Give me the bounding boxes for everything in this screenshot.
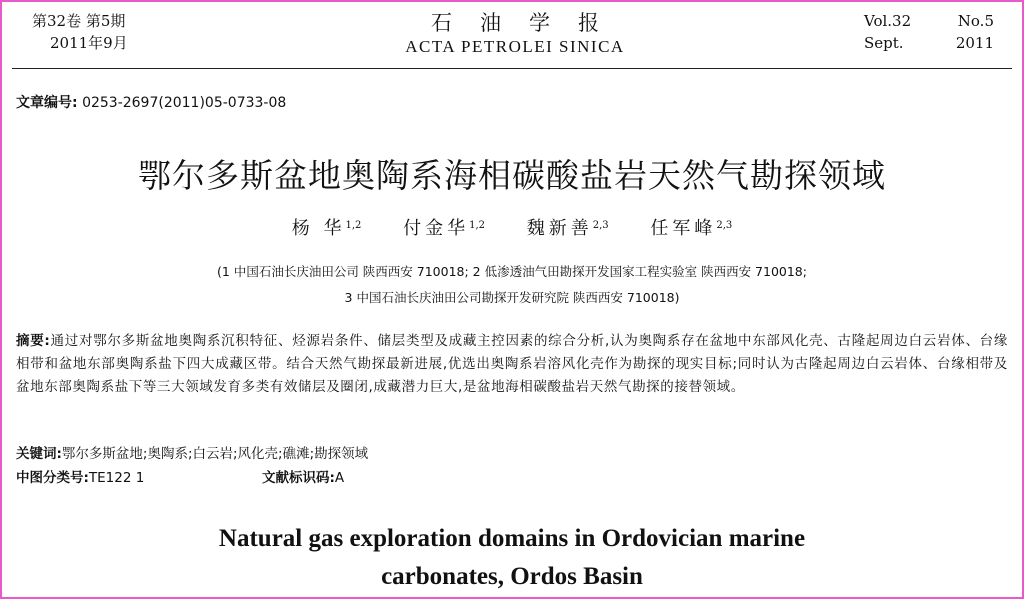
article-number-value: 0253-2697(2011)05-0733-08 (82, 95, 287, 111)
author: 杨 华$^{1,2}$ (291, 218, 362, 239)
title-chinese: 鄂尔多斯盆地奥陶系海相碳酸盐岩天然气勘探领域 (138, 156, 886, 195)
volume-label: Vol.32 (864, 12, 912, 30)
abstract-text: 通过对鄂尔多斯盆地奥陶系沉积特征、烃源岩条件、储层类型及成藏主控因素的综合分析,认为奥陶系存在盆地中东部风化壳、古隆起周边白云岩体、台缘相带和盆地东部奥陶系盐下四大成藏区带。结合天然气勘探最新进展,优选出奥陶系岩溶风化壳作为勘探的现实目标;同时认为古隆起周边白云岩体、台缘相带及盆地东部奥陶系盐下等三大领域发育多类有效储层及圈闭,成藏潜力巨大,是盆地海相碳酸盐岩天然气勘探的接替领域。 (16, 333, 1008, 395)
affiliation-line: 3 中国石油长庆油田公司勘探开发研究院 陕西西安 710018) (344, 290, 680, 305)
title-english (0, 520, 1024, 596)
classification-label: 中图分类号: (16, 470, 89, 486)
keywords-text: 鄂尔多斯盆地;奥陶系;白云岩;风化壳;礁滩;勘探领域 (61, 446, 369, 462)
document-code-label: 文献标识码: (262, 470, 335, 486)
article-number (16, 92, 286, 112)
article-number-label: 文章编号: (16, 95, 78, 111)
abstract (16, 330, 1008, 399)
issue-info (32, 10, 128, 54)
author: 付金华$^{1,2}$ (403, 218, 485, 239)
author-list (0, 214, 1024, 240)
abstract-label: 摘要: (16, 333, 51, 349)
header-rule (12, 68, 1012, 69)
title-english-line1: Natural gas exploration domains in Ordovician marine (218, 525, 806, 552)
classification (16, 466, 345, 486)
journal-name-en: ACTA PETROLEI SINICA (405, 37, 625, 56)
keywords-label: 关键词: (16, 446, 62, 462)
journal-name-cn: 石油学报 (431, 11, 627, 35)
classification-value: TE122 1 (88, 470, 145, 486)
volume-issue: 第32卷 第5期 (32, 12, 126, 30)
title-english-line2: carbonates, Ordos Basin (381, 563, 643, 590)
affiliation-line: (1 中国石油长庆油田公司 陕西西安 710018; 2 低渗透油气田勘探开发国家工程实验室 陕西西安 710018; (217, 264, 807, 279)
author: 魏新善$^{2,3}$ (526, 218, 609, 239)
keywords (16, 442, 368, 462)
document-code-value: A (334, 470, 345, 486)
issue-info-en (864, 10, 994, 54)
year-label: 2011 (955, 34, 994, 52)
document-code (262, 466, 344, 486)
journal-name (300, 10, 730, 58)
number-label: No.5 (957, 12, 994, 30)
month-label: Sept. (864, 34, 904, 52)
issue-date: 2011年9月 (50, 34, 128, 52)
author: 任军峰$^{2,3}$ (650, 218, 733, 239)
